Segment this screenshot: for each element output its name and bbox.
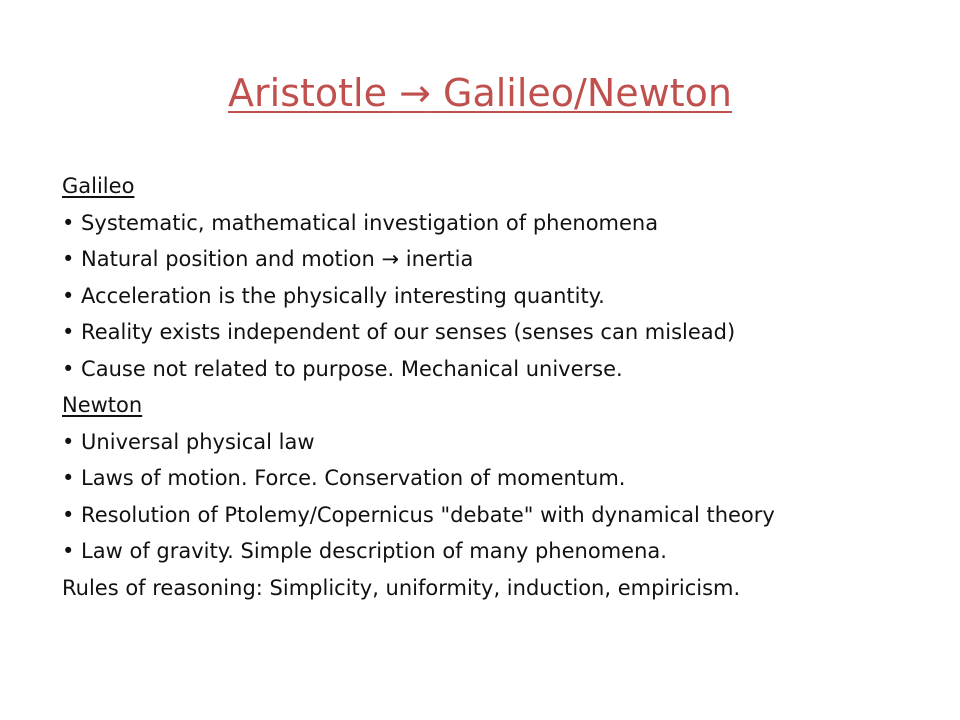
bullet-text: • Acceleration is the physically interesting quantity. — [62, 283, 605, 308]
newton-heading: Newton — [62, 393, 143, 417]
bullet-text: • Natural position and motion — [62, 247, 382, 271]
bullet-text: • Systematic, mathematical investigation of phenomena — [62, 210, 659, 235]
slide-title — [0, 66, 960, 120]
galileo-bullet-5 — [62, 351, 942, 388]
newton-bullet-1: • Universal physical law — [62, 429, 315, 454]
galileo-heading: Galileo — [62, 174, 135, 198]
bullet-text-after-arrow: inertia — [399, 247, 474, 271]
title-galileo-newton: Galileo/Newton — [443, 71, 732, 115]
newton-bullet-3: • Resolution of Ptolemy/Copernicus "debate" with dynamical theory — [62, 502, 775, 527]
slide-body — [62, 168, 942, 606]
galileo-bullet-2 — [62, 241, 942, 278]
rules-of-reasoning: Rules of reasoning: Simplicity, uniformity, induction, empiricism. — [62, 575, 741, 600]
bullet-text: • Cause not related to purpose. Mechanical universe. — [62, 356, 623, 381]
galileo-bullet-3 — [62, 278, 942, 315]
galileo-bullet-4 — [62, 314, 942, 351]
galileo-bullet-1 — [62, 205, 942, 242]
newton-bullet-2: • Laws of motion. Force. Conservation of momentum. — [62, 466, 626, 490]
bullet-text: • Reality exists independent of our senses (senses can mislead) — [62, 320, 736, 344]
title-aristotle: Aristotle — [228, 71, 387, 115]
arrow-right-icon: → — [381, 247, 400, 271]
arrow-right-icon: → — [399, 71, 431, 115]
newton-bullet-4: • Law of gravity. Simple description of many phenomena. — [62, 539, 667, 563]
